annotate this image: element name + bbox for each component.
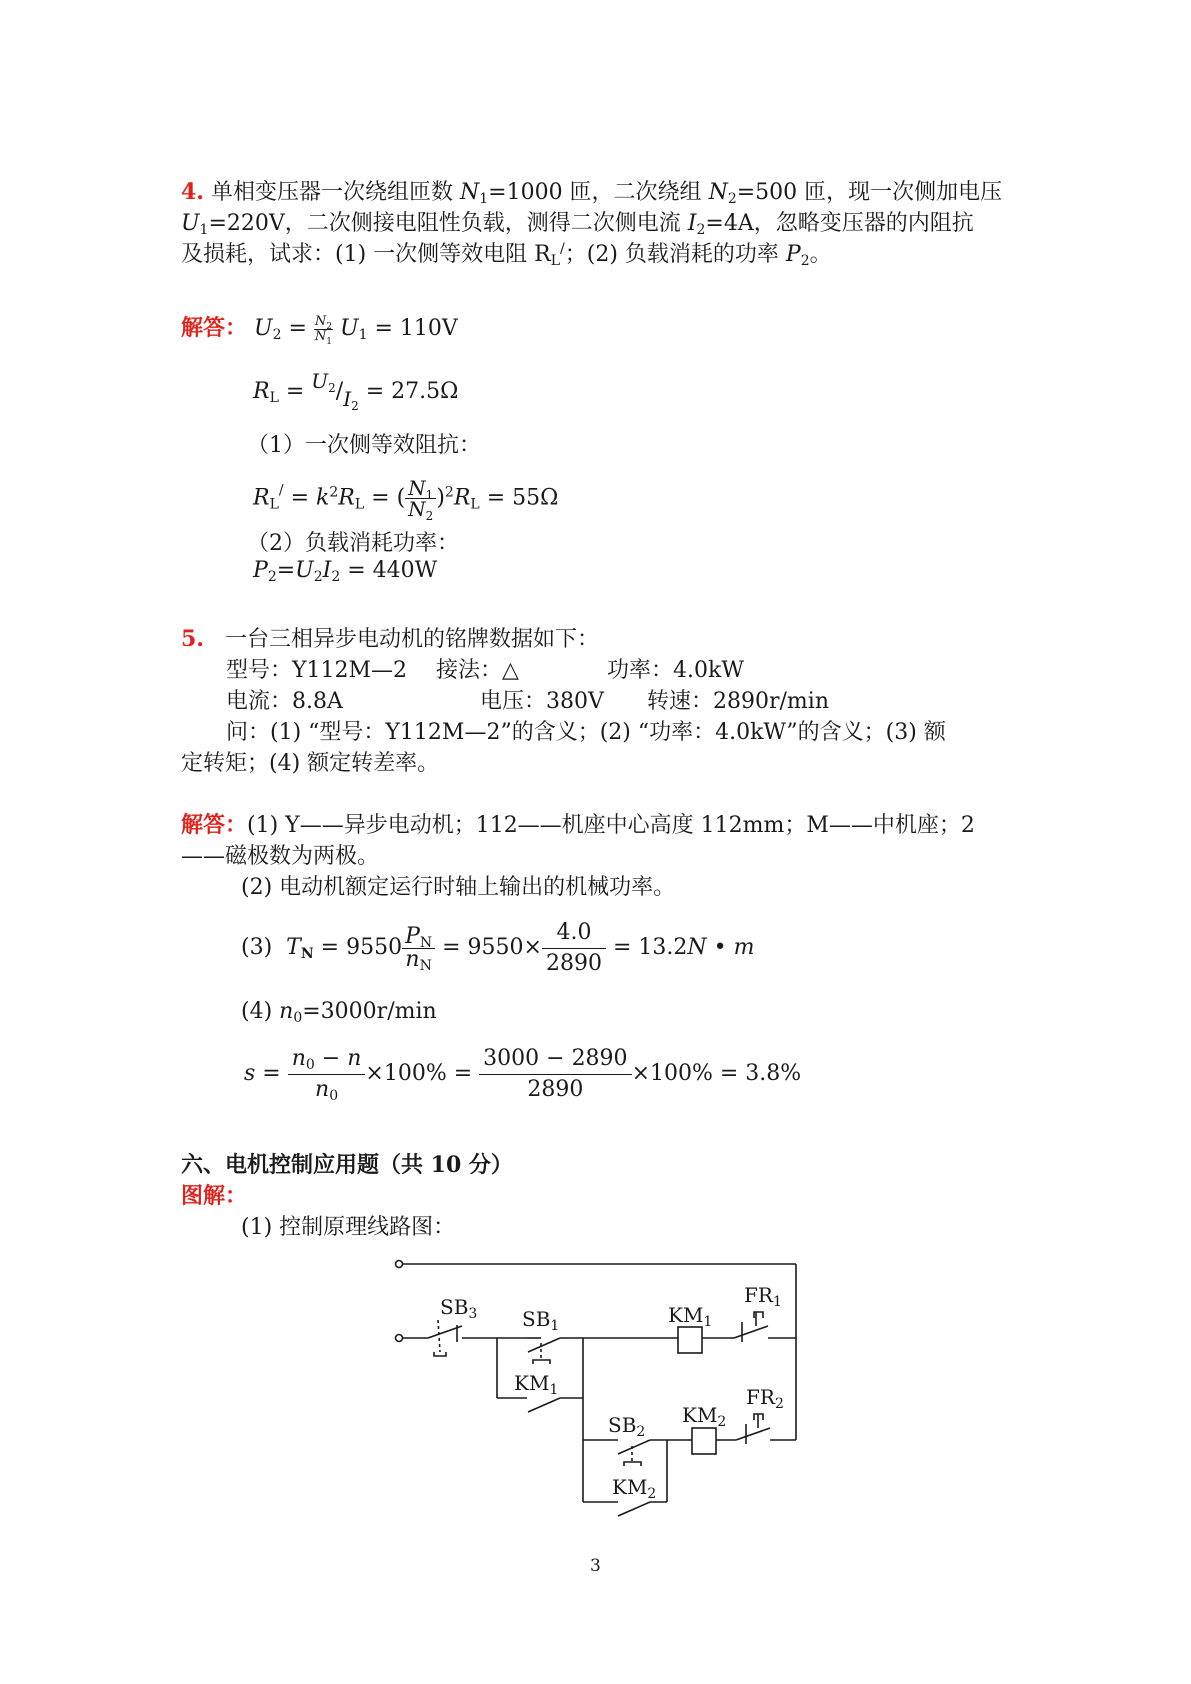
q4-line1: 4. 单相变压器一次绕组匝数 $N_1=1000$ 匝，二次绕组 $N_2=500$ 匝，现一次侧加电压 <box>181 179 1003 207</box>
a4-label: 解答： <box>181 315 248 341</box>
a5-p4: (4) $n_0=3000r/\min$ <box>241 999 437 1026</box>
control-circuit-diagram <box>380 1250 810 1530</box>
q5-number: 5. <box>181 626 204 652</box>
label-km2-aux: $KM_2$ <box>612 1475 657 1502</box>
page-number: 3 <box>590 1556 601 1576</box>
a5-p2: (2) 电动机额定运行时轴上输出的机械功率。 <box>241 875 676 900</box>
a4-eq3-result: = 55Ω <box>479 485 559 511</box>
label-fr1: $FR_1$ <box>744 1283 782 1310</box>
a5-label: 解答： <box>181 812 248 838</box>
q4-line2: $U_1=220V$，二次侧接电阻性负载，测得二次侧电流 $I_2=4A$，忽略变压器的内阻抗 <box>181 211 974 238</box>
a4-eq4-result: = 440W <box>340 558 438 583</box>
a4-eq2: $R_L = ^{U_2}/_{I_2} = 27.5\Omega$ <box>253 369 459 413</box>
a5-p1b: ——磁极数为两极。 <box>181 844 380 869</box>
q5-current: 电流：8.8A <box>226 689 343 714</box>
terminal-top <box>396 1261 403 1268</box>
q5-speed: 转速：2890r/min <box>647 689 829 714</box>
a5-p1a: 解答：(1) Y——异步电动机；112——机座中心高度 112mm；M——中机座；2 <box>181 812 975 838</box>
section6-sub1: (1) 控制原理线路图： <box>241 1215 456 1240</box>
q5-intro-line <box>181 624 599 655</box>
q5-power: 功率：4.0kW <box>607 658 744 683</box>
a4-eq4: $P_2=U_2I_2 = 440W$ <box>253 558 438 585</box>
label-sb2: $SB_2$ <box>608 1413 646 1440</box>
a4-eq1: 解答： $U_2$ = $\frac{N_2}{N_1}$ $U_1 = 110V$ <box>181 313 458 347</box>
terminal-left <box>396 1335 403 1342</box>
q5-model: 型号：Y112M—2 <box>226 658 408 683</box>
q5-ask1: 问：(1) “型号：Y112M—2”的含义；(2) “功率：4.0kW”的含义；(3) 额 <box>226 720 946 745</box>
label-sb1: $SB_1$ <box>522 1307 560 1334</box>
q4-line3: 及损耗，试求：(1) 一次侧等效电阻 $R_L^/$；(2) 负载消耗的功率 $P_2$。 <box>181 241 832 269</box>
label-km2: $KM_2$ <box>682 1403 727 1430</box>
label-sb3: $SB_3$ <box>440 1295 478 1322</box>
label-fr2: $FR_2$ <box>746 1385 784 1412</box>
section6-title: 六、电机控制应用题（共 10 分） <box>181 1152 513 1178</box>
q5-intro: 一台三相异步电动机的铭牌数据如下： <box>224 627 599 652</box>
a4-step1: （1）一次侧等效阻抗： <box>247 433 481 458</box>
a4-eq3: $R_L^/ = k^2R_L$ = ( $\frac{N_1}{N_2}$ )$^2R_L = 55\Omega$ <box>253 476 559 523</box>
q4-number: 4. <box>181 179 204 205</box>
a5-p3: (3) $T_N = 9550$ $\frac{P_N}{n_N}$ = 9550× $\frac{4.0}{2890}$ = 13.2N • m <box>241 920 755 976</box>
q5-connection: 接法：△ <box>436 658 519 683</box>
a4-step2: （2）负载消耗功率： <box>247 531 459 556</box>
a4-eq1-result: = 110V <box>367 316 458 341</box>
label-km1: $KM_1$ <box>668 1303 713 1330</box>
q5-ask2: 定转矩；(4) 额定转差率。 <box>181 751 440 776</box>
label-km1-aux: $KM_1$ <box>514 1371 559 1398</box>
section6-label: 图解： <box>181 1183 248 1209</box>
a5-p4-eq: s = $\frac{n_0 - n}{n_0}$ ×100% = $\frac{3000 - 2890}{2890}$ ×100% = 3.8% <box>244 1046 802 1104</box>
q5-voltage: 电压：380V <box>480 689 604 714</box>
a4-eq2-result: = 27.5Ω <box>358 379 459 404</box>
